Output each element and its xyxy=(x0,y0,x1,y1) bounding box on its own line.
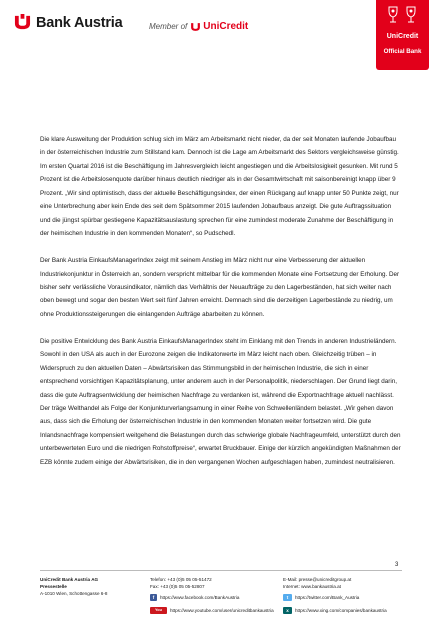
street-address: A-1010 Wien, Schottengasse 6-8 xyxy=(40,591,108,596)
unicredit-small-icon xyxy=(190,22,201,32)
website-link[interactable]: Internet: www.bankaustria.at xyxy=(283,584,341,589)
xing-icon: x xyxy=(283,607,292,614)
phone: Telefon: +43 (0)5 05 05-51472 xyxy=(150,577,212,582)
member-of-unicredit xyxy=(149,21,248,32)
official-unicredit-label: UniCredit xyxy=(386,33,419,40)
department: Pressestelle xyxy=(40,584,67,589)
brand-name: Bank Austria xyxy=(36,14,123,31)
youtube-link[interactable] xyxy=(150,607,274,614)
official-bank-label: Official Bank xyxy=(383,48,422,55)
facebook-link[interactable] xyxy=(150,594,239,601)
member-of-label: Member of xyxy=(149,22,188,31)
facebook-icon: f xyxy=(150,594,157,601)
email-link[interactable]: E-Mail: presse@unicreditgroup.at xyxy=(283,577,352,582)
youtube-url[interactable]: https://www.youtube.com/user/unicreditbankaustria xyxy=(170,608,274,613)
document-header xyxy=(0,0,441,78)
xing-url[interactable]: https://www.xing.com/companies/bankaustria xyxy=(295,608,387,613)
twitter-link[interactable] xyxy=(283,594,359,601)
unicredit-logo-icon xyxy=(13,14,32,31)
facebook-url[interactable]: https://www.facebook.com/BankAustria xyxy=(160,595,240,600)
xing-link[interactable] xyxy=(283,607,387,614)
paragraph: Die positive Entwicklung des Bank Austria EinkaufsManagerIndex steht im Einklang mit den Trends in anderen Industrieländern. Sowohl in den USA als auch in der Eurozone zeigen die Indikatorwerte im März leicht nach oben. Gleichzeitig trüben – in Widerspruch zu den aktuellen Daten – Abwärtsrisiken das Stimmungsbild in der heimischen Industrie, die sich in einer entsprechend vorsichtigen Kapazitätsplanung, unter anderem auch in der Personalpolitik, niederschlagen. Der Grund liegt darin, dass die gute Auftragsentwicklung der heimischen Nachfrage zu verdanken ist, während die Exportnachfrage aktuell nachlässt. Der träge Welthandel als Folge der Konjunkturverlangsamung in einer Reihe von Schwellenländern belastet. „Wir gehen davon aus, dass sich die Erholung der österreichischen Industrie in den kommenden Monaten weiter fortsetzen wird. Die gute Inlandsnachfrage kompensiert weitgehend die Belastungen durch das schwierige globale Nachfrageumfeld, unterstützt durch den unterbewerteten Euro und die niedrigen Rohstoffpreise“, erwartet Bruckbauer. Einige der kürzlich angekündigten Maßnahmen der EZB könnte zudem einige der Abwärtsrisiken, die in den vergangenen Wochen aufgeschlagen haben, zumindest neutralisieren. xyxy=(40,337,401,466)
paragraph: Der Bank Austria EinkaufsManagerIndex zeigt mit seinem Anstieg im März nicht nur eine Verbesserung der aktuellen Industriekonjunktur in Österreich an, sondern verspricht mittelbar für die kommenden Monate eine Fortsetzung der Erholung. Der bisher sehr verlässliche Vorausindikator, nämlich das Verhältnis der Neuaufträge zu den Lagerbeständen, hat sich weiter nach oben bewegt und sogar den besten Wert seit fünf Jahren erreicht. Demnach sind die derzeitigen Lagerbestände zu niedrig, um ohne Produktionssteigerungen die einlangenden Aufträge abarbeiten zu können. xyxy=(40,257,400,318)
fax: Fax: +43 (0)5 05 05-52807 xyxy=(150,584,205,589)
company-name: UniCredit Bank Austria AG xyxy=(40,577,99,582)
member-name: UniCredit xyxy=(203,21,249,32)
official-bank-badge xyxy=(376,0,429,70)
article-body xyxy=(40,133,402,483)
youtube-icon: You xyxy=(150,607,167,614)
document-footer xyxy=(40,576,402,622)
footer-address xyxy=(40,576,107,597)
footer-online xyxy=(283,576,351,590)
footer-contact xyxy=(150,576,212,590)
page-number: 3 xyxy=(395,562,399,568)
bank-austria-logo xyxy=(13,14,123,31)
twitter-url[interactable]: https://twitter.com/Bank_Austria xyxy=(295,595,360,600)
trophy-icon xyxy=(383,4,421,26)
footer-divider xyxy=(40,570,402,571)
paragraph: Die klare Ausweitung der Produktion schlug sich im März am Arbeitsmarkt nicht nieder, da der seit Monaten laufende Jobaufbau in der österreichischen Industrie zum Stillstand kam. Dennoch ist die Lage am Arbeitsmarkt des Sektors vergleichsweise günstig. Im ersten Quartal 2016 ist die Beschäftigung im Jahresvergleich leicht angestiegen und die Arbeitslosigkeit gesunken. Mit rund 5 Prozent ist die Arbeitslosenquote darüber hinaus deutlich niedriger als in der Gesamtwirtschaft mit saisonbereinigt knapp über 9 Prozent. „Wir sind optimistisch, dass der aktuelle Beschäftigungsindex, der einen Rückgang auf knapp unter 50 Punkte zeigt, nur eine Unterbrechung aber kein Ende des seit dem Spätsommer 2015 laufenden Jobaufbaus anzeigt. Die gute Auftragssituation und die jüngst spürbar gestiegene Kapazitätsauslastung sprechen für eine zumindest moderate Zunahme der Beschäftigung in der heimischen Industrie in den kommenden Monaten“, so Pudschedl. xyxy=(40,136,399,238)
twitter-icon: t xyxy=(283,594,292,601)
